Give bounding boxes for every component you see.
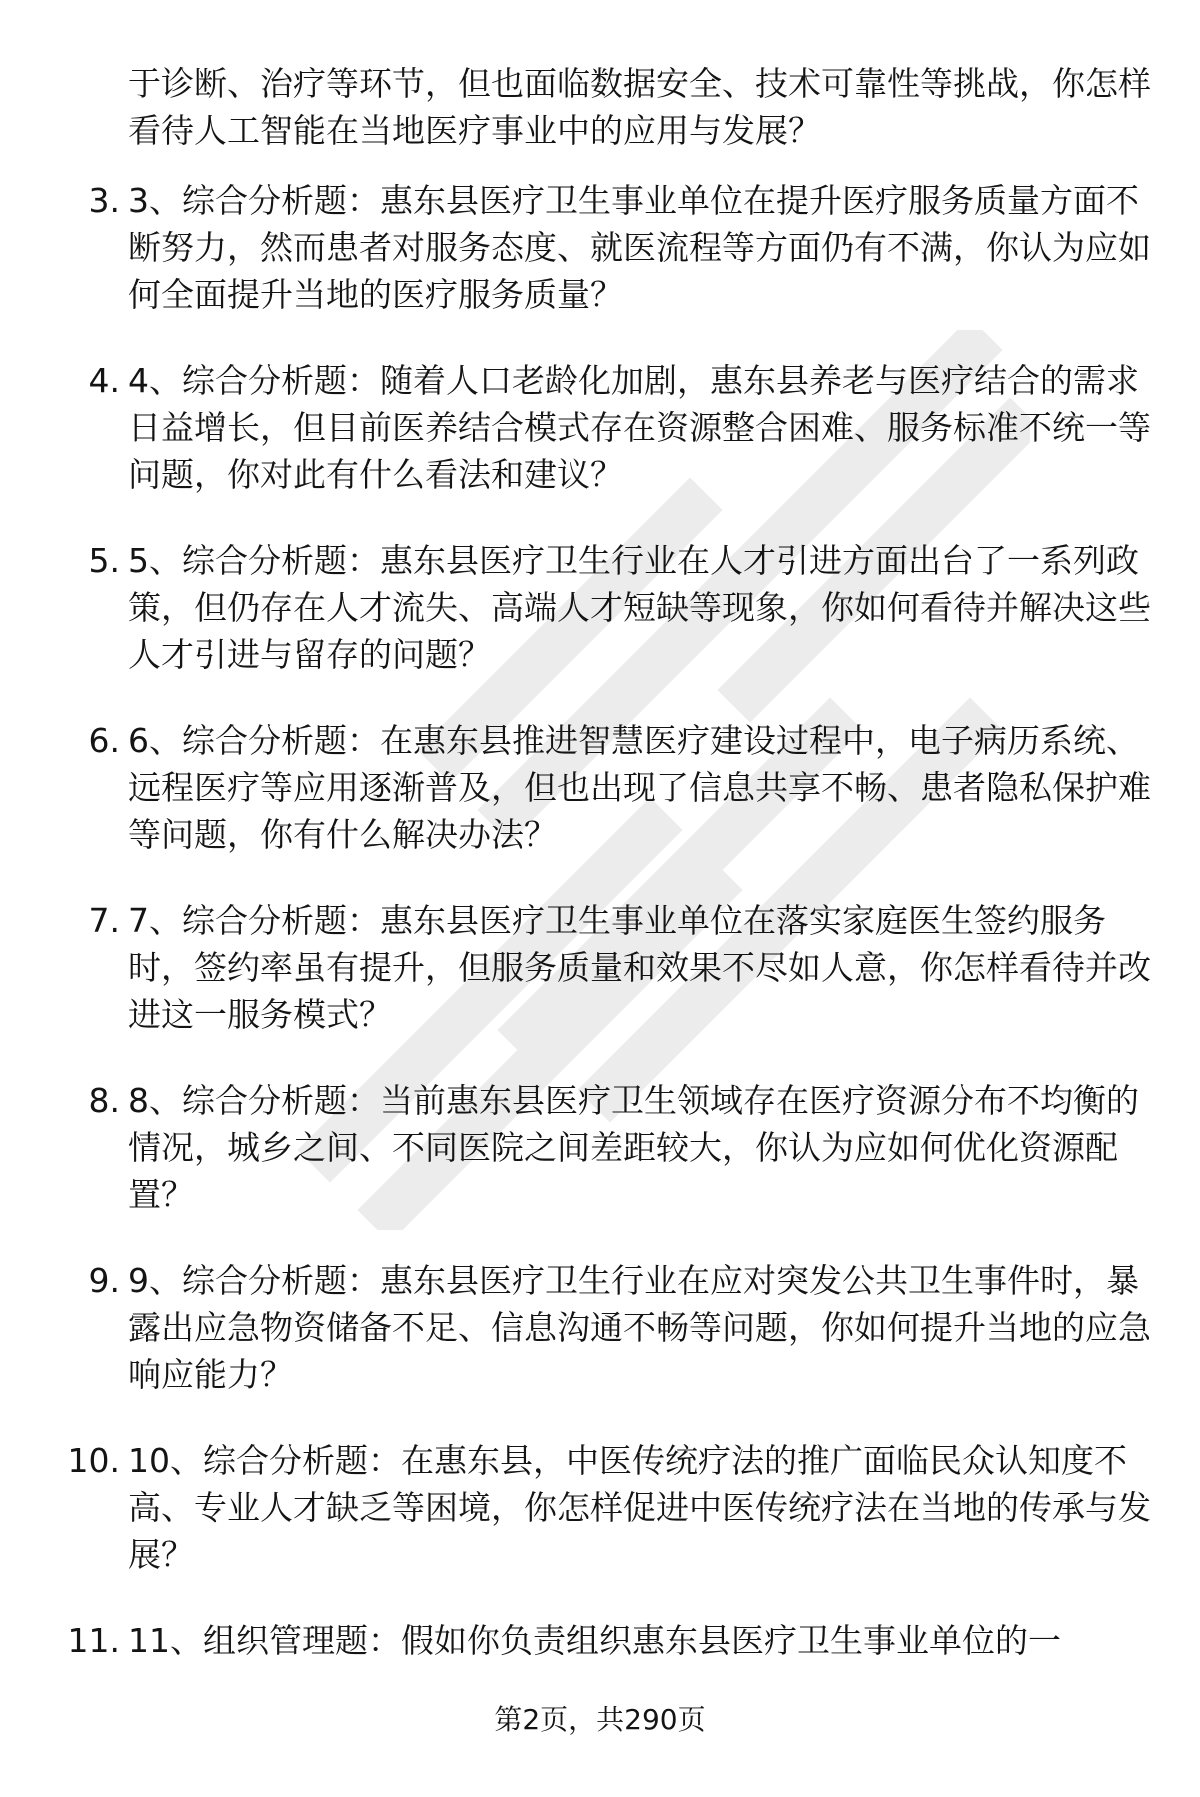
list-item (0, 357, 1200, 537)
list-item (0, 1257, 1200, 1437)
question-text: 3、综合分析题：惠东县医疗卫生事业单位在提升医疗服务质量方面不断努力，然而患者对服务态度、就医流程等方面仍有不满，你认为应如何全面提升当地的医疗服务质量？ (128, 181, 1151, 314)
question-number: 9. (88, 1261, 120, 1300)
question-number: 11. (67, 1621, 120, 1660)
question-number: 3. (88, 181, 120, 220)
list-item (0, 897, 1200, 1077)
question-number: 8. (88, 1081, 120, 1120)
question-text: 9、综合分析题：惠东县医疗卫生行业在应对突发公共卫生事件时，暴露出应急物资储备不足、信息沟通不畅等问题，你如何提升当地的应急响应能力？ (128, 1261, 1151, 1394)
list-item (0, 537, 1200, 717)
question-text: 10、综合分析题：在惠东县，中医传统疗法的推广面临民众认知度不高、专业人才缺乏等困境，你怎样促进中医传统疗法在当地的传承与发展？ (128, 1441, 1151, 1574)
question-number: 10. (67, 1441, 120, 1480)
question-text: 5、综合分析题：惠东县医疗卫生行业在人才引进方面出台了一系列政策，但仍存在人才流失、高端人才短缺等现象，你如何看待并解决这些人才引进与留存的问题？ (128, 541, 1151, 674)
list-item (0, 1077, 1200, 1257)
continuation-paragraph: 于诊断、治疗等环节，但也面临数据安全、技术可靠性等挑战，你怎样看待人工智能在当地医疗事业中的应用与发展？ (128, 64, 1151, 150)
question-text: 7、综合分析题：惠东县医疗卫生事业单位在落实家庭医生签约服务时，签约率虽有提升，但服务质量和效果不尽如人意，你怎样看待并改进这一服务模式？ (128, 901, 1151, 1034)
question-text: 6、综合分析题：在惠东县推进智慧医疗建设过程中，电子病历系统、远程医疗等应用逐渐普及，但也出现了信息共享不畅、患者隐私保护难等问题，你有什么解决办法？ (128, 721, 1151, 854)
list-item (0, 1437, 1200, 1617)
question-number: 6. (88, 721, 120, 760)
question-number: 7. (88, 901, 120, 940)
question-text: 4、综合分析题：随着人口老龄化加剧，惠东县养老与医疗结合的需求日益增长，但目前医养结合模式存在资源整合困难、服务标准不统一等问题，你对此有什么看法和建议？ (128, 361, 1151, 494)
question-number: 5. (88, 541, 120, 580)
list-item (0, 717, 1200, 897)
list-item (0, 177, 1200, 357)
page-footer: 第2页，共290页 (494, 1703, 706, 1736)
question-text: 11、组织管理题：假如你负责组织惠东县医疗卫生事业单位的一 (128, 1621, 1061, 1660)
question-list (0, 177, 1200, 1797)
question-text: 8、综合分析题：当前惠东县医疗卫生领域存在医疗资源分布不均衡的情况，城乡之间、不同医院之间差距较大，你认为应如何优化资源配置？ (128, 1081, 1139, 1214)
question-number: 4. (88, 361, 120, 400)
